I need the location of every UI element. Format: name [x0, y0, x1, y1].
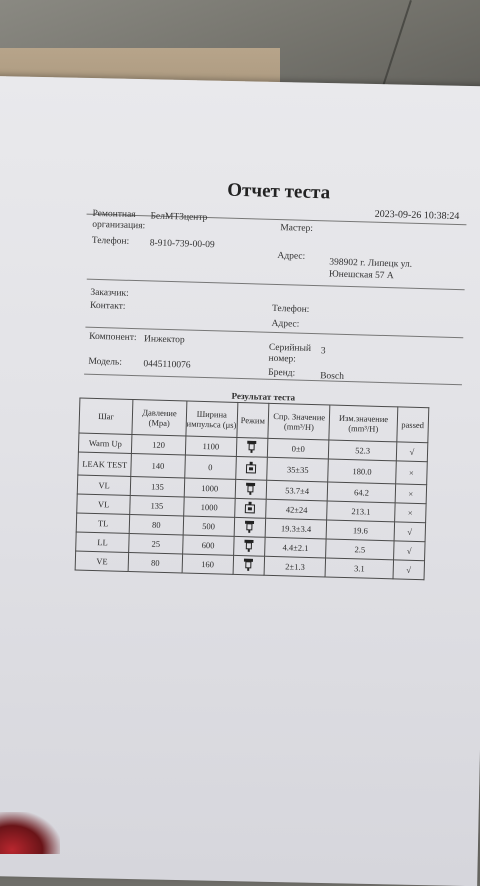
- org-phone-value: 8-910-739-00-09: [150, 238, 215, 250]
- cell-step: VE: [75, 551, 129, 571]
- customer-phone-label: Телефон:: [272, 304, 310, 315]
- cell-pulse: 1000: [183, 497, 235, 517]
- cell-passed: ×: [395, 484, 427, 504]
- cell-ref: 19.3±3.4: [265, 518, 327, 539]
- cell-ref: 53.7±4: [266, 480, 328, 501]
- org-phone-label: Телефон:: [92, 236, 130, 247]
- component-value: Инжектор: [144, 334, 185, 345]
- cell-step: TL: [76, 513, 130, 533]
- header-mode: Режим: [237, 402, 269, 438]
- serial-label-1: Серийный: [269, 343, 311, 354]
- brand-label: Бренд:: [268, 368, 295, 379]
- org-address-label: Адрес:: [277, 251, 305, 262]
- cell-passed: √: [393, 541, 425, 561]
- report-datetime: 2023-09-26 10:38:24: [375, 209, 460, 222]
- cell-pressure: 120: [132, 435, 186, 455]
- cell-ref: 4.4±2.1: [265, 537, 327, 558]
- repair-org-label: Ремонтная организация:: [92, 209, 148, 233]
- cell-step: LL: [76, 532, 130, 552]
- org-address-line2: Юнешская 57 А: [329, 269, 394, 281]
- results-title: Результат теста: [231, 391, 295, 403]
- cell-pulse: 160: [182, 554, 234, 574]
- cell-measured: 3.1: [325, 558, 393, 579]
- cell-pulse: 1000: [184, 478, 236, 498]
- cell-mode: [235, 479, 267, 499]
- cell-passed: ×: [395, 461, 427, 485]
- header-passed: passed: [397, 407, 429, 443]
- injector-icon: [243, 563, 254, 573]
- cell-ref: 0±0: [267, 438, 329, 459]
- cell-step: VL: [77, 494, 131, 514]
- cell-pressure: 25: [129, 533, 183, 553]
- pump-icon: [246, 466, 257, 476]
- cell-step: Warm Up: [78, 433, 132, 453]
- model-value: 0445110076: [143, 359, 190, 370]
- cell-measured: 52.3: [329, 440, 397, 461]
- cell-pressure: 80: [129, 514, 183, 534]
- cell-mode: [236, 437, 268, 457]
- cell-step: LEAK TEST: [78, 452, 132, 476]
- divider: [87, 279, 465, 291]
- cell-mode: [233, 555, 265, 575]
- cell-step: VL: [77, 475, 131, 495]
- cell-measured: 2.5: [326, 539, 394, 560]
- cell-mode: [235, 498, 267, 518]
- cell-measured: 213.1: [327, 501, 395, 522]
- header-ref: Спр. Значение (mm³/H): [268, 403, 330, 440]
- brand-value: Bosch: [320, 371, 344, 382]
- cell-pressure: 140: [131, 454, 185, 478]
- cell-passed: ×: [394, 503, 426, 523]
- repair-org-value: БелМТЗцентр: [150, 211, 207, 223]
- cell-pulse: 600: [182, 535, 234, 555]
- cell-pulse: 500: [183, 516, 235, 536]
- pump-icon: [245, 506, 256, 516]
- cell-passed: √: [393, 560, 425, 580]
- cell-pulse: 0: [184, 455, 236, 479]
- header-step: Шаг: [79, 398, 133, 434]
- cell-ref: 2±1.3: [264, 556, 326, 577]
- org-address-line1: 398902 г. Липецк ул.: [329, 257, 412, 269]
- cell-mode: [236, 456, 268, 480]
- cell-measured: 19.6: [326, 520, 394, 541]
- serial-value: 3: [321, 346, 326, 356]
- serial-label-2: номер:: [268, 354, 296, 365]
- header-pulse: Ширина импульса (μs): [186, 401, 238, 437]
- header-pressure: Давление (Mpa): [132, 400, 186, 436]
- injector-icon: [246, 445, 257, 455]
- header-measured: Изм.значение (mm³/H): [329, 405, 397, 442]
- customer-label: Заказчик:: [90, 288, 129, 299]
- master-label: Мастер:: [280, 223, 313, 234]
- cell-pressure: 135: [130, 495, 184, 515]
- cell-mode: [233, 536, 265, 556]
- component-label: Компонент:: [89, 332, 137, 343]
- cell-pulse: 1100: [185, 436, 237, 456]
- cell-mode: [234, 517, 266, 537]
- injector-icon: [244, 525, 255, 535]
- cell-measured: 64.2: [328, 482, 396, 503]
- cell-passed: √: [396, 442, 428, 462]
- injector-icon: [244, 544, 255, 554]
- customer-address-label: Адрес:: [271, 319, 299, 330]
- cell-ref: 35±35: [267, 457, 329, 482]
- cell-passed: √: [394, 522, 426, 542]
- cell-measured: 180.0: [328, 459, 396, 484]
- red-object: [0, 812, 60, 854]
- cell-ref: 42±24: [266, 499, 328, 520]
- cell-pressure: 80: [128, 552, 182, 572]
- cell-pressure: 135: [131, 476, 185, 496]
- model-label: Модель:: [88, 357, 122, 368]
- results-table: [75, 398, 430, 581]
- injector-icon: [245, 487, 256, 497]
- report-title: Отчет теста: [227, 180, 330, 205]
- contact-label: Контакт:: [90, 301, 126, 312]
